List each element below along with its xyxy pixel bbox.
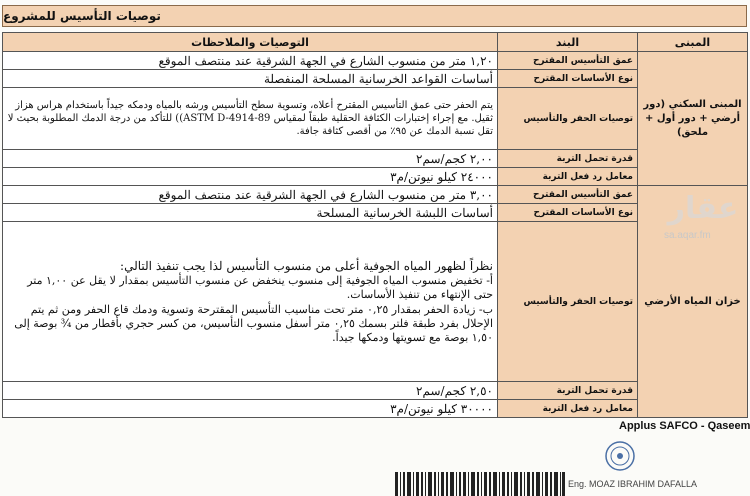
- building-cell: المبنى السكني (دور أرضي + دور أول + ملحق): [638, 52, 748, 186]
- note-cell: ٢٤٠٠٠ كيلو نيوتن/م٣: [3, 168, 498, 186]
- document-title: توصيات التأسيس للمشروع: [2, 5, 747, 27]
- item-cell: توصيات الحفر والتأسيس: [498, 222, 638, 382]
- header-item: البند: [498, 33, 638, 52]
- company-label: Applus SAFCO - Qaseem: [619, 420, 750, 432]
- note-cell: يتم الحفر حتى عمق التأسيس المقترح أعلاه، وتسوية سطح التأسيس ورشه بالمياه ودمكه جيداً باستخدام هراس هزاز ثقيل. مع إجراء إختبارات الكثافة الحقلية طبقاً لمقياس ASTM D-4914-89)) للتأكد من درجة الدمك المطلوبة بحيث لا تقل نسبة الدمك عن ٩٥٪ من أقصى كثافة جافة.: [3, 88, 498, 150]
- item-cell: توصيات الحفر والتأسيس: [498, 88, 638, 150]
- table-row: [3, 150, 748, 168]
- table-row: [3, 88, 748, 150]
- table-header-row: [3, 33, 748, 52]
- watermark-logo-text: عقار: [667, 191, 739, 226]
- table-row: [3, 204, 748, 222]
- item-cell: معامل رد فعل التربة: [498, 400, 638, 418]
- item-cell: عمق التأسيس المقترح: [498, 52, 638, 70]
- watermark-url: sa.aqar.fm: [664, 230, 711, 241]
- note-cell: أساسات القواعد الخرسانية المسلحة المنفصلة: [3, 70, 498, 88]
- item-cell: قدرة تحمل التربة: [498, 382, 638, 400]
- header-notes: التوصيات والملاحظات: [3, 33, 498, 52]
- note-cell: ١,٢٠ متر من منسوب الشارع في الجهة الشرقية عند منتصف الموقع: [3, 52, 498, 70]
- note-cell: ٢,٠٠ كجم/سم٢: [3, 150, 498, 168]
- item-cell: معامل رد فعل التربة: [498, 168, 638, 186]
- item-cell: نوع الأساسات المقترح: [498, 70, 638, 88]
- note-intro: نظراً لظهور المياه الجوفية أعلى من منسوب التأسيس لذا يجب تنفيذ التالي:: [120, 258, 493, 273]
- recommendations-table: [2, 32, 748, 418]
- table-row: [3, 222, 748, 382]
- note-cell: أساسات اللبشة الخرسانية المسلحة: [3, 204, 498, 222]
- note-cell: [3, 222, 498, 382]
- table-row: [3, 186, 748, 204]
- building-cell: خزان المياه الأرضي: [638, 186, 748, 418]
- table-row: [3, 382, 748, 400]
- note-point-b: ب- زيادة الحفر بمقدار ٠,٢٥ متر تحت مناسيب التأسيس المقترحة وتسوية ودمك قاع الحفر ومن ثم يتم الإحلال بفرد طبقة فلتر بسمك ٠,٢٥ متر أسفل منسوب التأسيس، من كسر حجري بأقطار من ¾ بوصة إلى ١,٥٠ بوصة مع تسويتها ودمكها جيداً.: [14, 302, 493, 344]
- item-cell: نوع الأساسات المقترح: [498, 204, 638, 222]
- engineer-seal-icon: [604, 440, 636, 472]
- item-cell: عمق التأسيس المقترح: [498, 186, 638, 204]
- engineer-name: Eng. MOAZ IBRAHIM DAFALLA: [568, 479, 698, 489]
- header-building: المبنى: [638, 33, 748, 52]
- note-cell: ٣٠٠٠٠ كيلو نيوتن/م٣: [3, 400, 498, 418]
- note-point-a: أ- تخفيض منسوب المياه الجوفية إلى منسوب ينخفض عن منسوب التأسيس بمقدار لا يقل عن ١,٠٠ متر حتى الإنتهاء من تنفيذ الأساسات.: [27, 273, 493, 301]
- note-cell: ٣,٠٠ متر من منسوب الشارع في الجهة الشرقية عند منتصف الموقع: [3, 186, 498, 204]
- barcode-icon: [395, 472, 565, 496]
- table-row: [3, 400, 748, 418]
- note-cell: ٢,٥٠ كجم/سم٢: [3, 382, 498, 400]
- table-row: [3, 70, 748, 88]
- table-row: [3, 168, 748, 186]
- item-cell: قدرة تحمل التربة: [498, 150, 638, 168]
- table-row: [3, 52, 748, 70]
